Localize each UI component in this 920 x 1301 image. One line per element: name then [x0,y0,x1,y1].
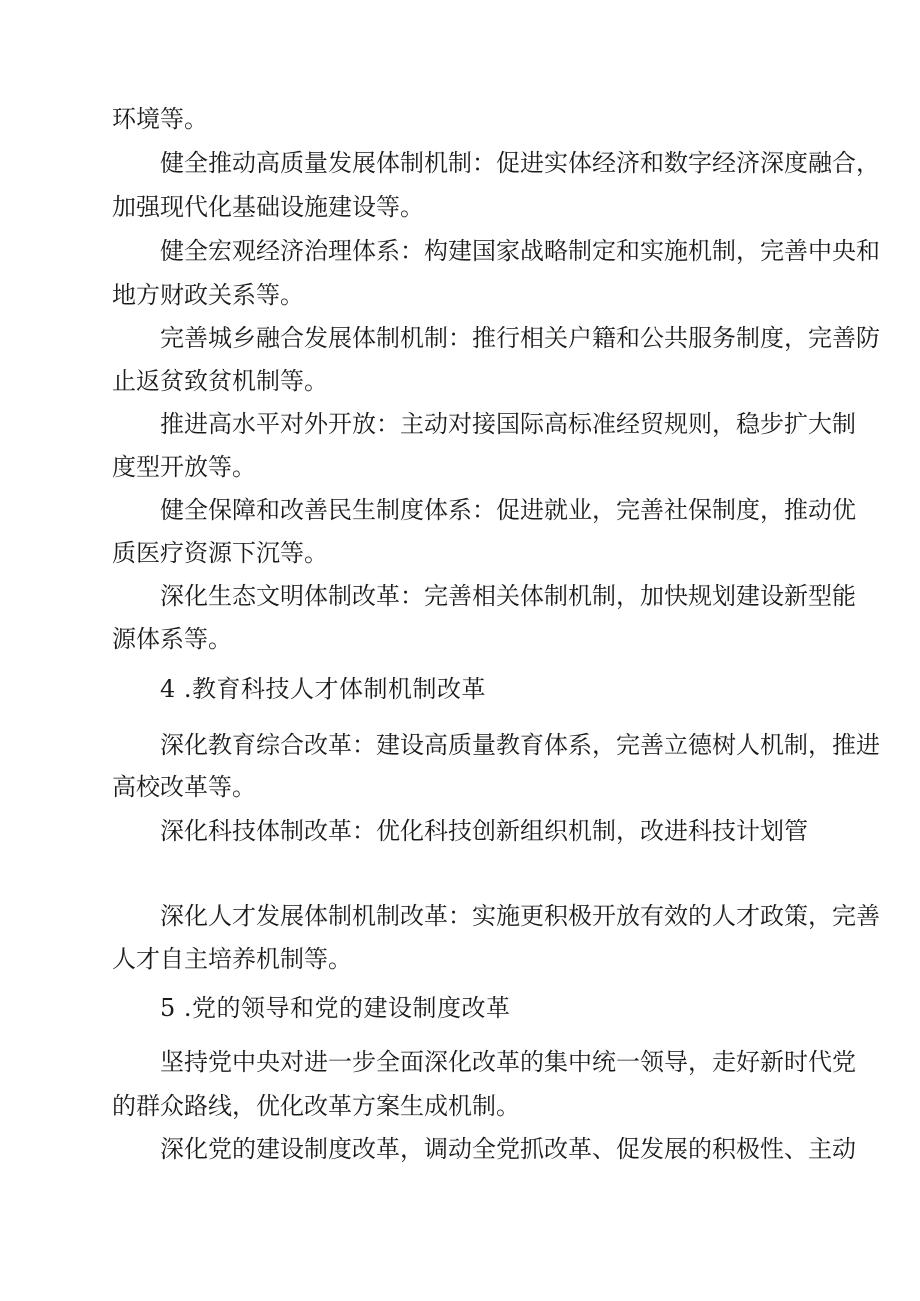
text-line: 高校改革等。 [112,773,256,801]
text-line: 质医疗资源下沉等。 [112,539,328,567]
text-line: 度型开放等。 [112,453,256,481]
text-line: 深化人才发展体制机制改革：实施更积极开放有效的人才政策，完善 [160,902,880,930]
text-line: 深化生态文明体制改革：完善相关体制机制，加快规划建设新型能 [160,582,856,610]
text-line: 深化科技体制改革：优化科技创新组织机制，改进科技计划管 [160,817,808,845]
text-line: 深化教育综合改革：建设高质量教育体系，完善立德树人机制，推进 [160,731,880,759]
text-line: 环境等。 [112,105,208,133]
text-line: 地方财政关系等。 [112,281,304,309]
section-heading-5: 5 .党的领导和党的建设制度改革 [160,994,511,1022]
text-line: 完善城乡融合发展体制机制：推行相关户籍和公共服务制度，完善防 [160,324,880,352]
text-line: 深化党的建设制度改革，调动全党抓改革、促发展的积极性、主动 [160,1135,856,1163]
text-line: 加强现代化基础设施建设等。 [112,193,424,221]
text-line: 健全推动高质量发展体制机制：促进实体经济和数字经济深度融合， [160,149,880,177]
text-line: 源体系等。 [112,625,232,653]
text-line: 的群众路线，优化改革方案生成机制。 [112,1092,520,1120]
text-line: 健全保障和改善民生制度体系：促进就业，完善社保制度，推动优 [160,496,856,524]
text-line: 坚持党中央对进一步全面深化改革的集中统一领导，走好新时代党 [160,1048,856,1076]
text-line: 健全宏观经济治理体系：构建国家战略制定和实施机制，完善中央和 [160,237,880,265]
text-line: 人才自主培养机制等。 [112,945,352,973]
text-line: 推进高水平对外开放：主动对接国际高标准经贸规则，稳步扩大制 [160,410,856,438]
text-line: 止返贫致贫机制等。 [112,367,328,395]
section-heading-4: 4 .教育科技人才体制机制改革 [160,675,487,703]
